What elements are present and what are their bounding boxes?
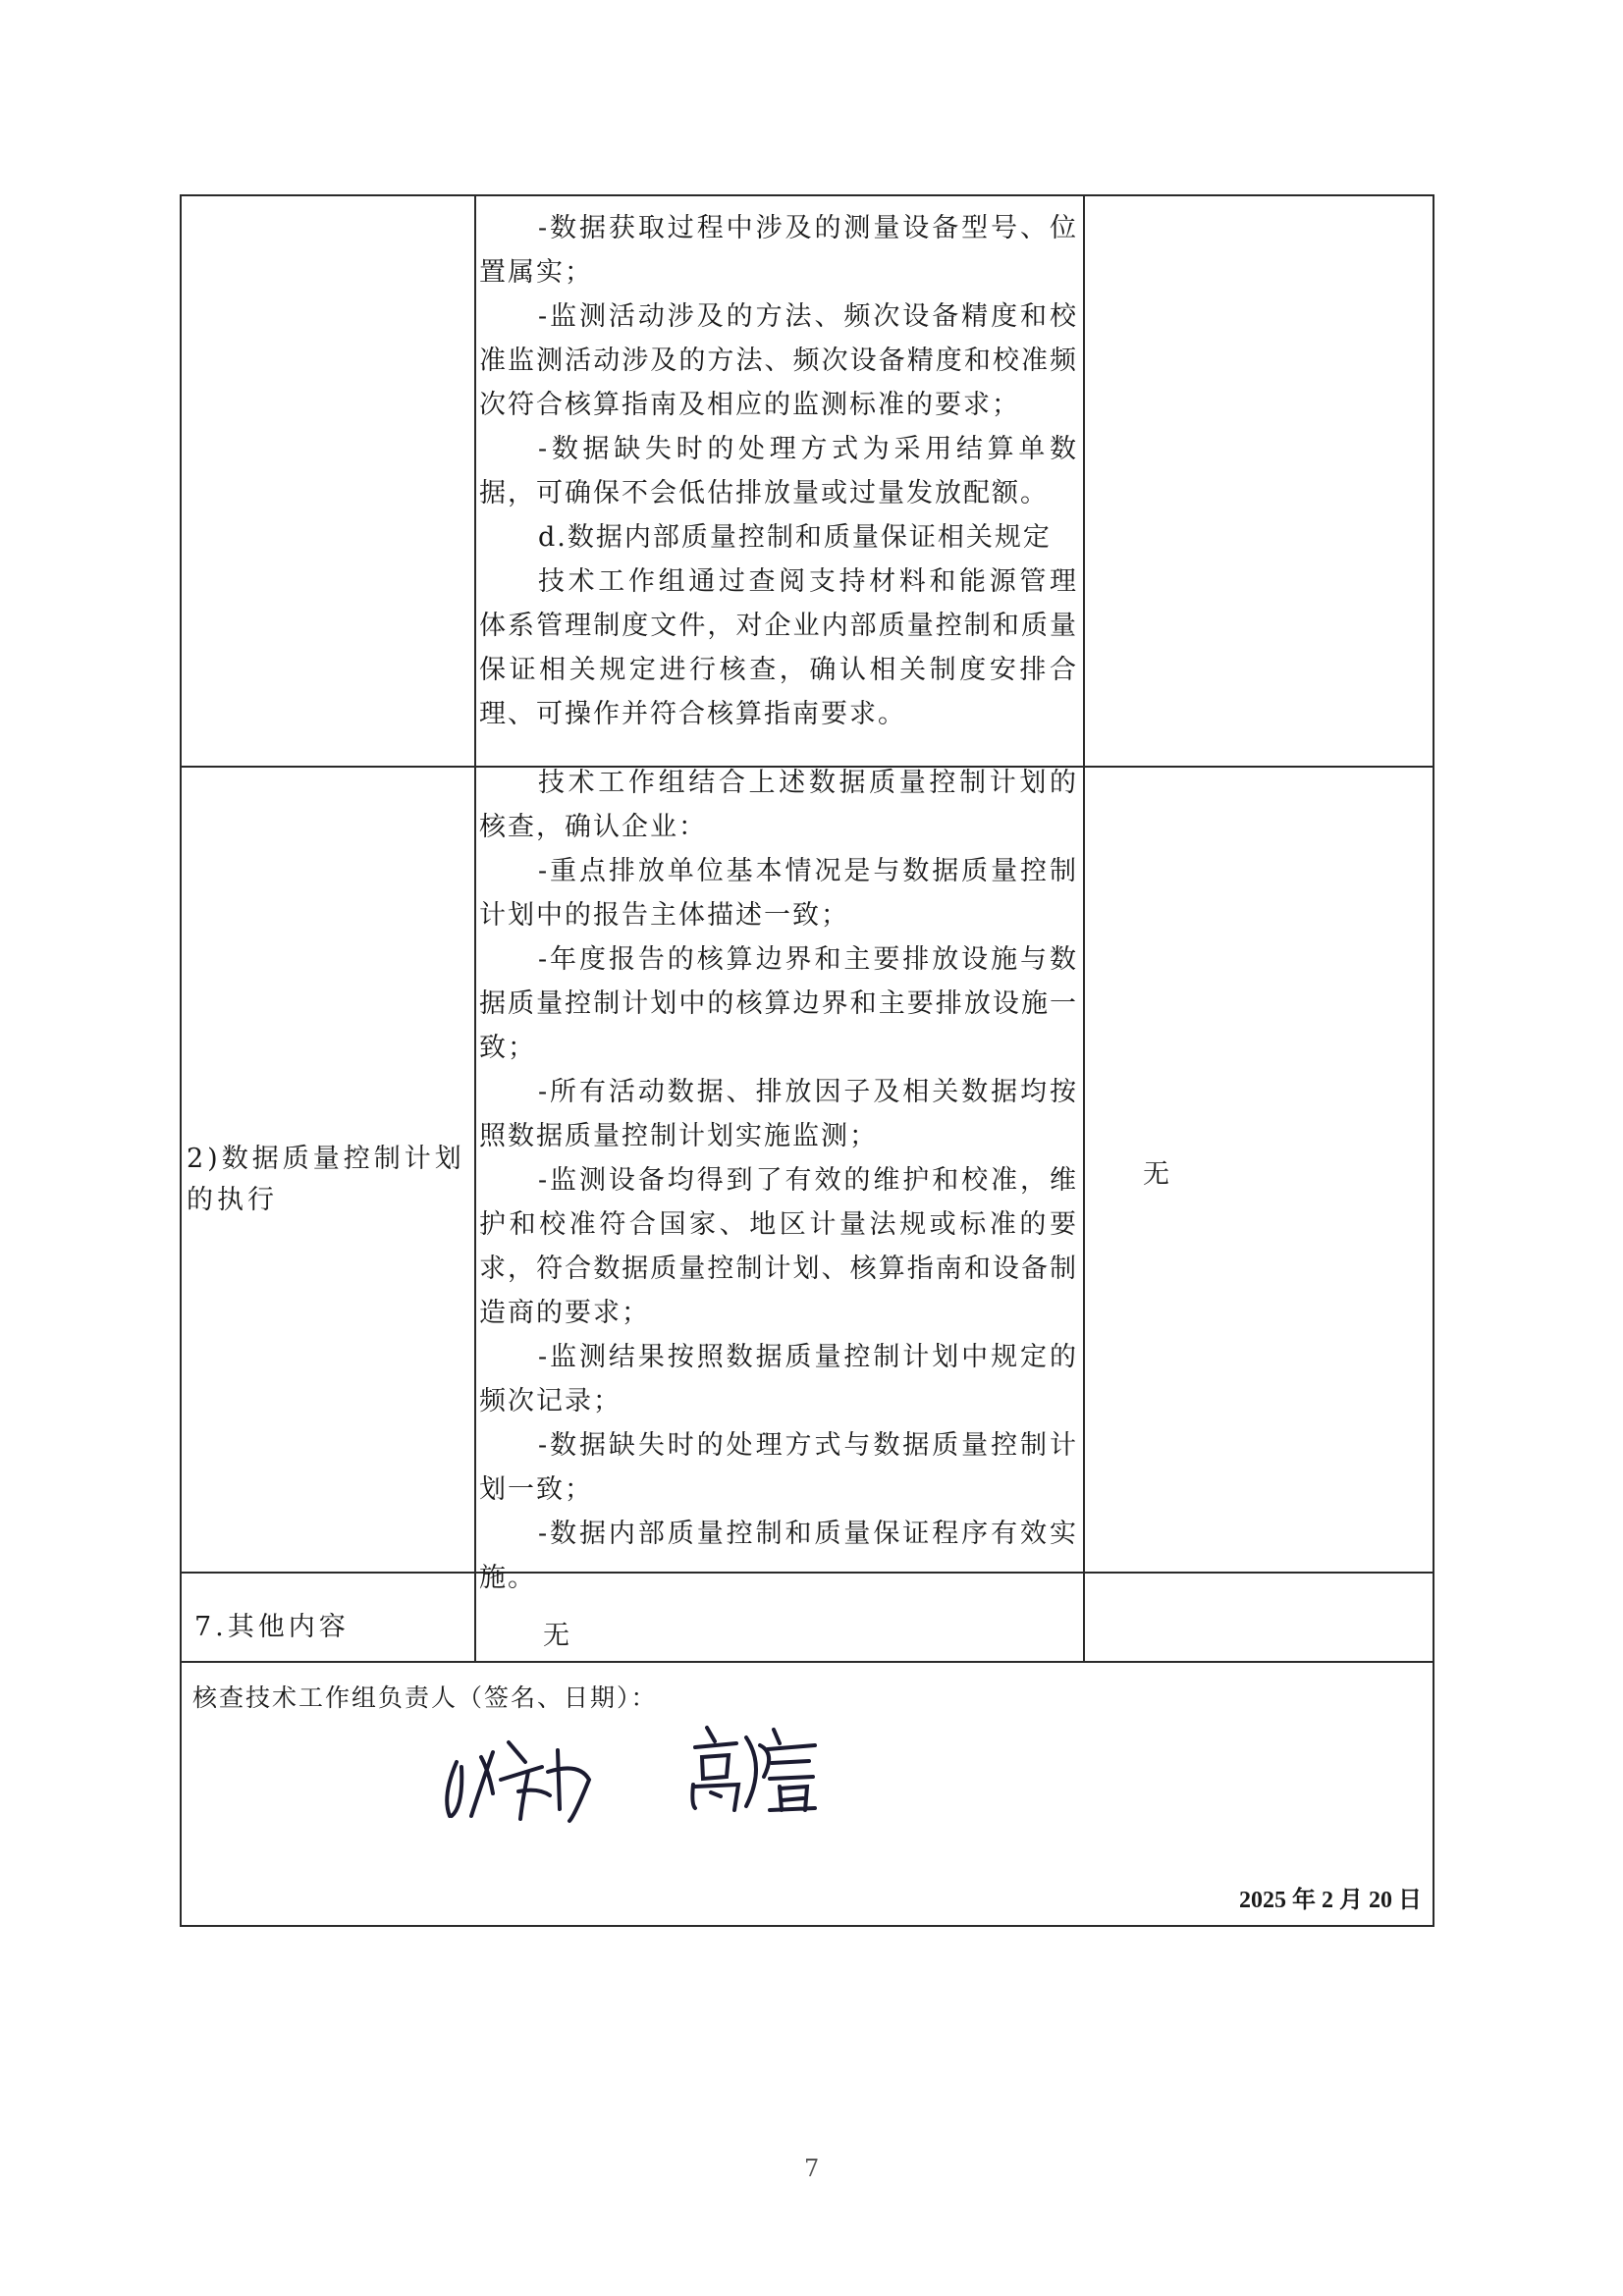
row-divider-3	[180, 1661, 1434, 1663]
column-divider-2	[1083, 194, 1085, 1663]
execution-finding: 无	[1143, 1159, 1169, 1190]
execution-paragraph: -重点排放单位基本情况是与数据质量控制计划中的报告主体描述一致；	[479, 856, 1078, 931]
other-content-value: 无	[543, 1621, 569, 1651]
page-number: 7	[804, 2155, 820, 2182]
execution-paragraph: -所有活动数据、排放因子及相关数据均按照数据质量控制计划实施监测；	[479, 1077, 1078, 1151]
execution-paragraph: 技术工作组结合上述数据质量控制计划的核查，确认企业：	[479, 768, 1078, 842]
execution-paragraph: -年度报告的核算边界和主要排放设施与数据质量控制计划中的核算边界和主要排放设施一致；	[479, 944, 1078, 1063]
continued-paragraph: 技术工作组通过查阅支持材料和能源管理体系管理制度文件，对企业内部质量控制和质量保证相关规定进行核查，确认相关制度安排合理、可操作并符合核算指南要求。	[479, 566, 1078, 729]
continued-paragraph: -监测活动涉及的方法、频次设备精度和校准监测活动涉及的方法、频次设备精度和校准频次符合核算指南及相应的监测标准的要求；	[479, 301, 1078, 420]
signoff-date: 2025 年 2 月 20 日	[1239, 1888, 1422, 1913]
signature-1	[432, 1723, 609, 1831]
execution-paragraph: -数据缺失时的处理方式与数据质量控制计划一致；	[479, 1430, 1078, 1505]
signoff-label: 核查技术工作组负责人（签名、日期）：	[192, 1683, 658, 1712]
continued-paragraph: d.数据内部质量控制和质量保证相关规定	[538, 522, 1052, 553]
column-divider-1	[474, 194, 476, 1663]
execution-content-cell	[479, 761, 1078, 1600]
other-content-label: 7.其他内容	[194, 1612, 350, 1642]
continued-paragraph: -数据获取过程中涉及的测量设备型号、位置属实；	[479, 213, 1078, 288]
signature-2	[677, 1708, 825, 1816]
execution-paragraph: -数据内部质量控制和质量保证程序有效实施。	[479, 1519, 1078, 1593]
execution-paragraph: -监测结果按照数据质量控制计划中规定的频次记录；	[479, 1342, 1078, 1416]
continued-content-cell	[479, 206, 1078, 736]
execution-label: 2)数据质量控制计划的执行	[187, 1144, 465, 1215]
continued-paragraph: -数据缺失时的处理方式为采用结算单数据，可确保不会低估排放量或过量发放配额。	[479, 434, 1078, 508]
execution-paragraph: -监测设备均得到了有效的维护和校准，维护和校准符合国家、地区计量法规或标准的要求，符合数据质量控制计划、核算指南和设备制造商的要求；	[479, 1165, 1078, 1328]
